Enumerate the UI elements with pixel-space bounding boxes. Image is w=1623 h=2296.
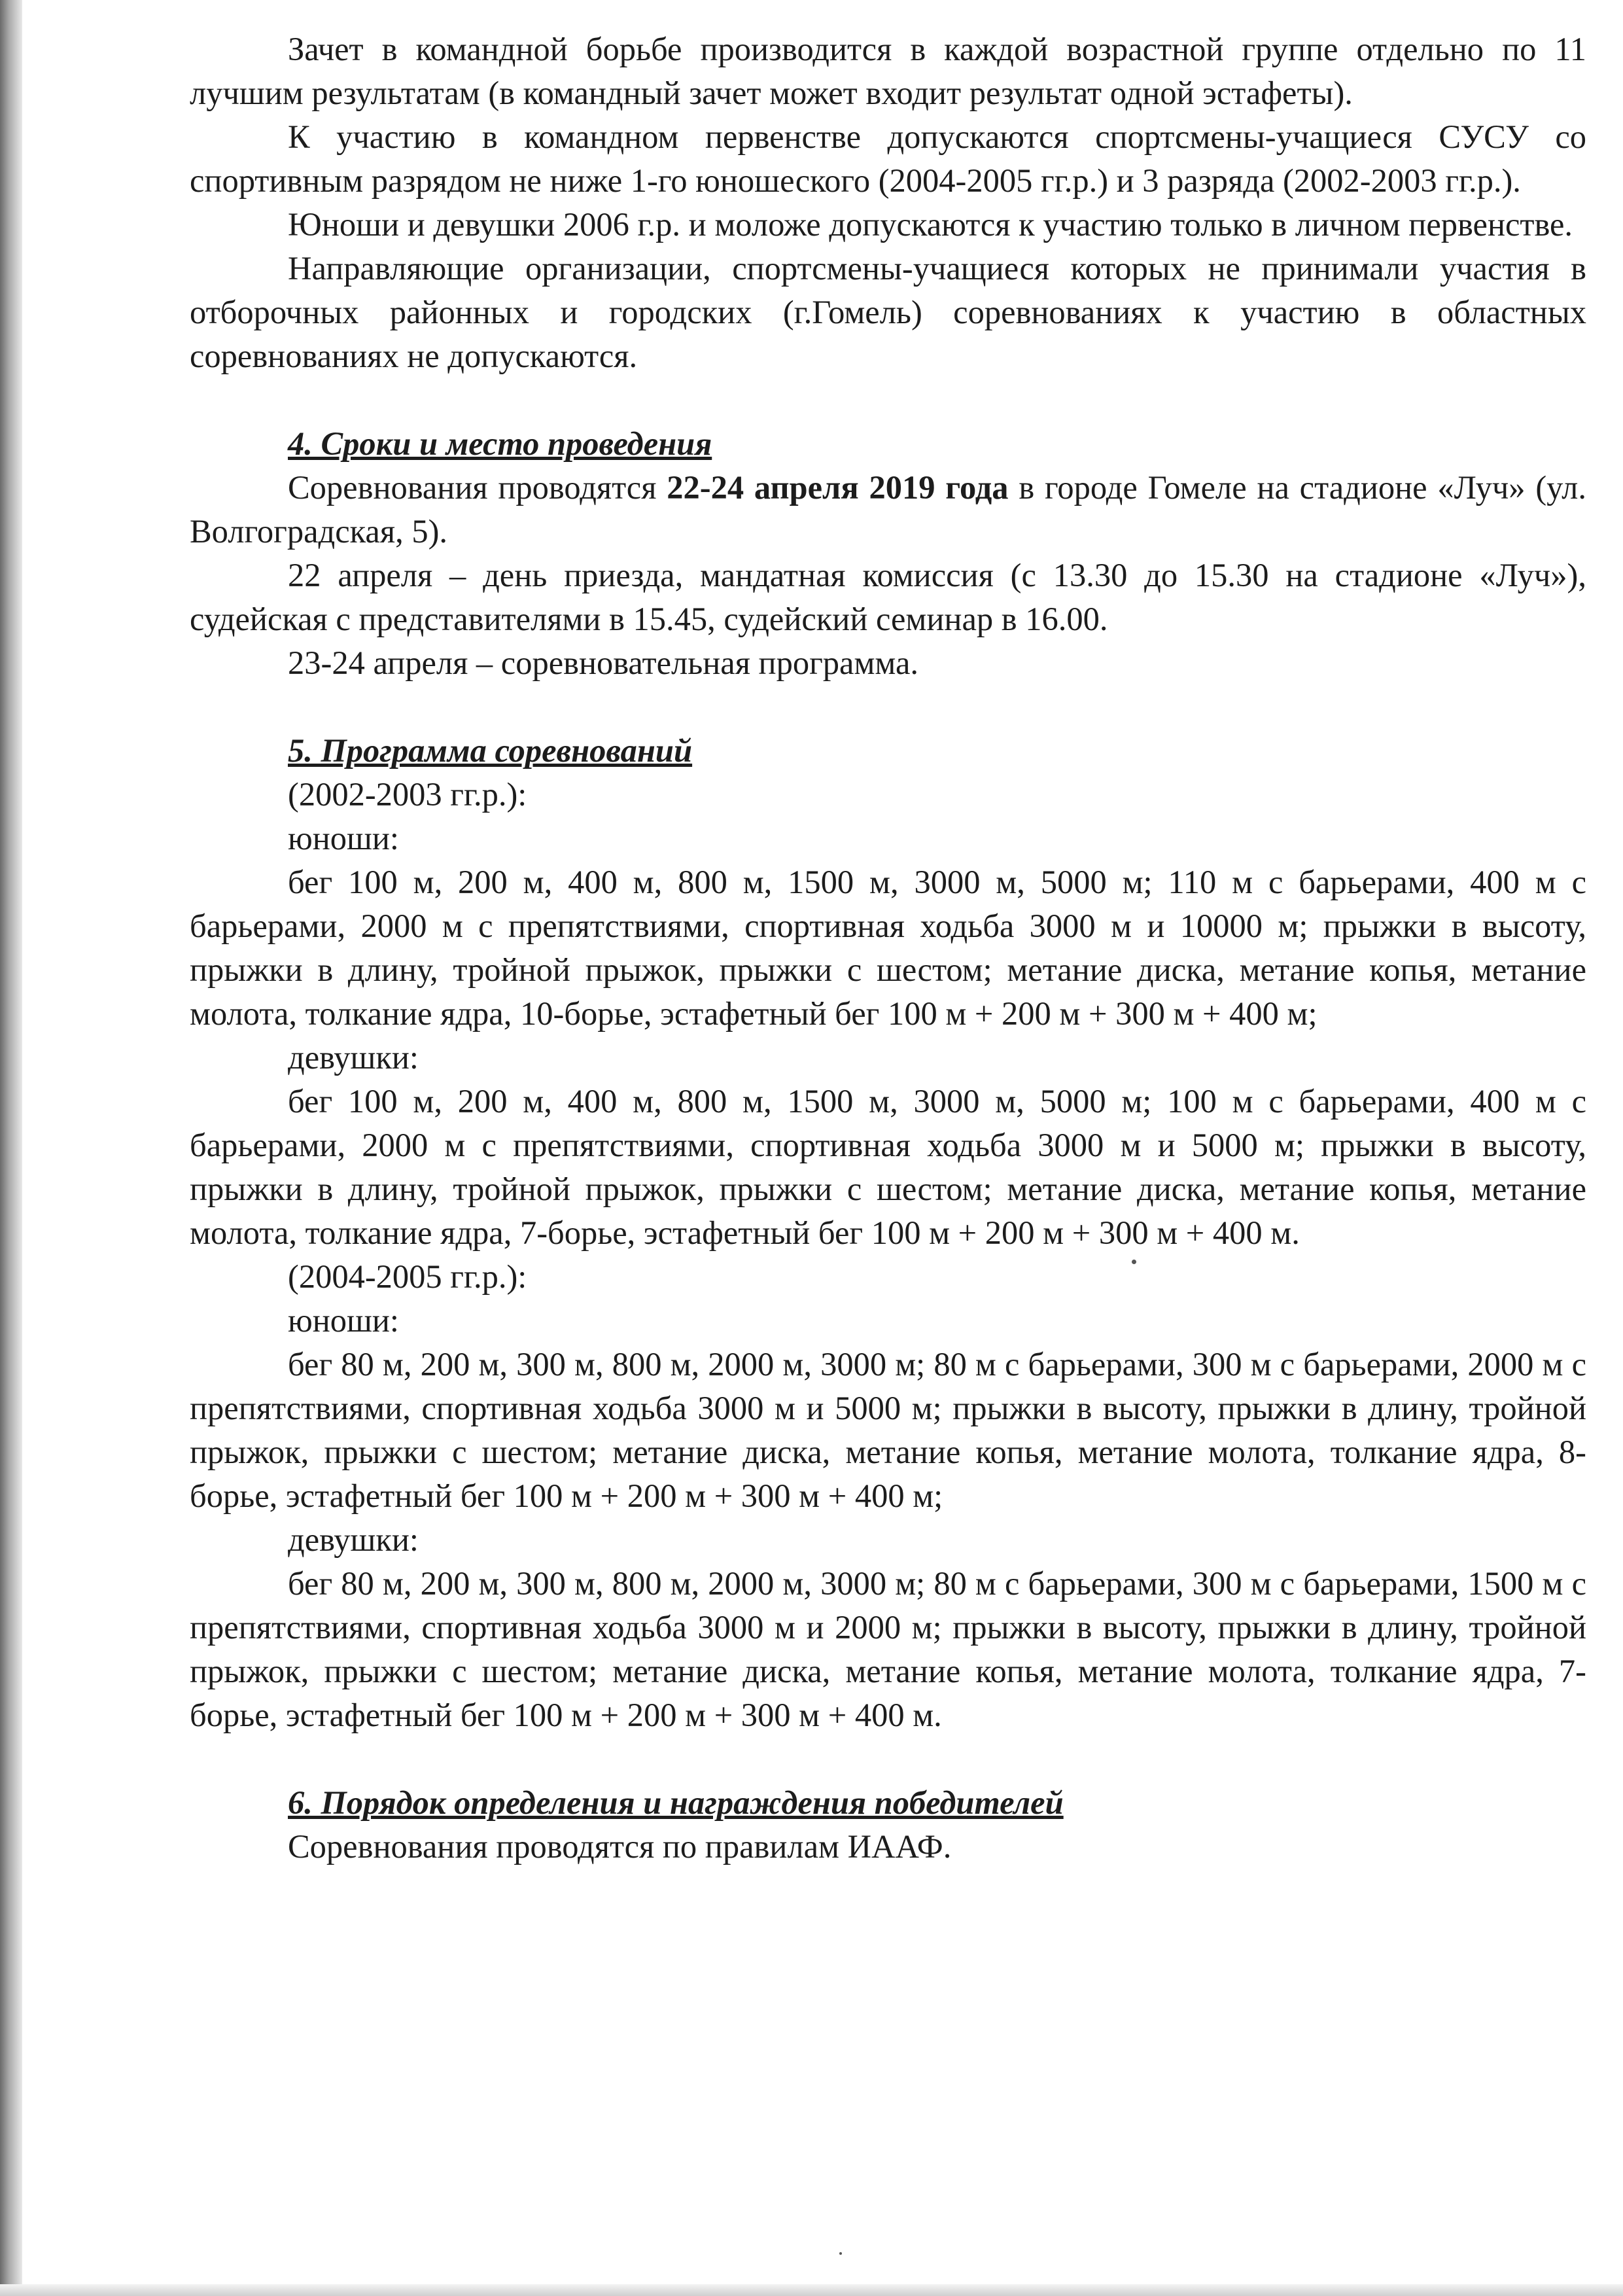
paragraph-iaaf-rules: Соревнования проводятся по правилам ИААФ. xyxy=(288,1828,952,1865)
scan-left-edge-shadow xyxy=(0,0,22,2296)
scan-bottom-edge xyxy=(0,2284,1623,2296)
section-3-continuation xyxy=(190,27,1586,378)
group-2004-2005-boys-label: юноши: xyxy=(288,1302,399,1339)
paragraph-team-eligibility: К участию в командном первенстве допускаются спортсмены-учащиеся СУСУ со спортивным разрядом не ниже 1-го юношеского (2004-2005 гг.р.) и 3 разряда (2002-2003 гг.р.). xyxy=(190,118,1586,199)
paragraph-competition-dates xyxy=(190,466,1586,554)
section-6-winners xyxy=(190,1781,1586,1869)
document-page xyxy=(190,27,1586,1869)
section-4-dates-venue xyxy=(190,422,1586,685)
spacer xyxy=(190,378,1586,422)
group-2002-2003-boys-events: бег 100 м, 200 м, 400 м, 800 м, 1500 м, 3000 м, 5000 м; 110 м с барьерами, 400 м с барьерами, 2000 м с препятствиями, спортивная ходьба 3000 м и 10000 м; прыжки в высоту, прыжки в длину, тройной прыжок, прыжки с шестом; метание диска, метание копья, метание молота, толкание ядра, 10-борье, эстафетный бег 100 м + 200 м + 300 м + 400 м; xyxy=(190,864,1586,1032)
dates-text-after: в городе Гомеле на стадионе «Луч» (ул. Волгоградская, 5). xyxy=(190,469,1586,550)
spacer xyxy=(190,1737,1586,1781)
paragraph-team-scoring: Зачет в командной борьбе производится в каждой возрастной группе отдельно по 11 лучшим результатам (в командный зачет может входит результат одной эстафеты). xyxy=(190,31,1586,111)
group-2002-2003-years: (2002-2003 гг.р.): xyxy=(288,776,527,813)
section-4-heading: 4. Сроки и место проведения xyxy=(288,425,712,462)
group-2002-2003-girls-label: девушки: xyxy=(288,1039,419,1076)
section-6-heading: 6. Порядок определения и награждения победителей xyxy=(288,1784,1064,1821)
section-5-heading: 5. Программа соревнований xyxy=(288,732,693,769)
paragraph-personal-only: Юноши и девушки 2006 г.р. и моложе допускаются к участию только в личном первенстве. xyxy=(288,206,1573,243)
paragraph-qualification-rule: Направляющие организации, спортсмены-учащиеся которых не принимали участия в отборочных районных и городских (г.Гомель) соревнованиях к участию в областных соревнованиях не допускаются. xyxy=(190,250,1586,374)
group-2004-2005-boys-events: бег 80 м, 200 м, 300 м, 800 м, 2000 м, 3000 м; 80 м с барьерами, 300 м с барьерами, 2000 м с препятствиями, спортивная ходьба 3000 м и 5000 м; прыжки в высоту, прыжки в длину, тройной прыжок, прыжки с шестом; метание диска, метание копья, метание молота, толкание ядра, 8-борье, эстафетный бег 100 м + 200 м + 300 м + 400 м; xyxy=(190,1346,1586,1514)
group-2004-2005-girls-events: бег 80 м, 200 м, 300 м, 800 м, 2000 м, 3000 м; 80 м с барьерами, 300 м с барьерами, 1500 м с препятствиями, спортивная ходьба 3000 м и 2000 м; прыжки в высоту, прыжки в длину, тройной прыжок, прыжки с шестом; метание диска, метание копья, метание молота, толкание ядра, 7-борье, эстафетный бег 100 м + 200 м + 300 м + 400 м. xyxy=(190,1565,1586,1733)
paragraph-program-days: 23-24 апреля – соревновательная программа. xyxy=(288,645,919,681)
scan-speck xyxy=(839,2252,842,2255)
paragraph-arrival-day: 22 апреля – день приезда, мандатная комиссия (с 13.30 до 15.30 на стадионе «Луч»), судейская с представителями в 15.45, судейский семинар в 16.00. xyxy=(190,557,1586,637)
group-2002-2003-boys-label: юноши: xyxy=(288,820,399,857)
section-5-program xyxy=(190,729,1586,1737)
spacer xyxy=(190,685,1586,729)
group-2002-2003-girls-events: бег 100 м, 200 м, 400 м, 800 м, 1500 м, 3000 м, 5000 м; 100 м с барьерами, 400 м с барьерами, 2000 м с препятствиями, спортивная ходьба 3000 м и 5000 м; прыжки в высоту, прыжки в длину, тройной прыжок, прыжки с шестом; метание диска, метание копья, метание молота, толкание ядра, 7-борье, эстафетный бег 100 м + 200 м + 300 м + 400 м. xyxy=(190,1083,1586,1251)
dates-text-before: Соревнования проводятся xyxy=(288,469,667,506)
competition-dates-bold: 22-24 апреля 2019 года xyxy=(667,469,1009,506)
group-2004-2005-years: (2004-2005 гг.р.): xyxy=(288,1258,527,1295)
group-2004-2005-girls-label: девушки: xyxy=(288,1521,419,1558)
